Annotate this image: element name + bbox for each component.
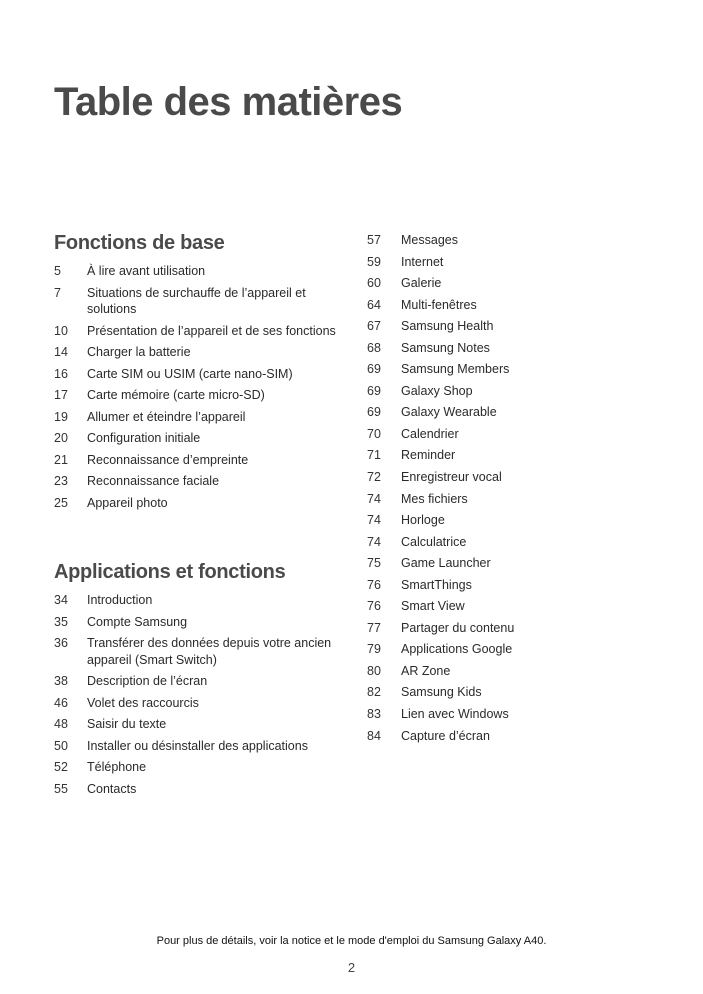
- toc-entry-label: Applications Google: [401, 642, 513, 657]
- toc-entry-label: Volet des raccourcis: [87, 695, 199, 710]
- toc-entry[interactable]: [54, 285, 344, 318]
- toc-page-number: 25: [54, 495, 68, 510]
- toc-page-number: 68: [367, 340, 381, 355]
- toc-entry-label: Galerie: [401, 276, 442, 291]
- toc-entry[interactable]: [54, 738, 344, 755]
- toc-entry-label: SmartThings: [401, 577, 472, 592]
- toc-entry[interactable]: [367, 254, 667, 271]
- toc-entry[interactable]: [367, 297, 667, 314]
- toc-entry-label: Appareil photo: [87, 495, 168, 510]
- toc-page-number: 64: [367, 297, 381, 312]
- toc-entry[interactable]: [54, 716, 344, 733]
- toc-page-number: 72: [367, 470, 381, 485]
- toc-entry[interactable]: [367, 534, 667, 551]
- toc-entry[interactable]: [54, 452, 344, 469]
- section-fonctions-de-base: [54, 232, 344, 516]
- toc-page-number: 50: [54, 738, 68, 753]
- toc-entry[interactable]: [367, 426, 667, 443]
- toc-page-number: 34: [54, 593, 68, 607]
- toc-page-number: 36: [54, 636, 68, 650]
- toc-page-number: 59: [367, 254, 381, 269]
- toc-page-number: 48: [54, 717, 68, 732]
- toc-entry[interactable]: [54, 430, 344, 447]
- toc-page-number: 52: [54, 760, 68, 775]
- toc-entry-label: Téléphone: [87, 760, 147, 775]
- toc-page-number: 71: [367, 448, 381, 463]
- toc-entry-label: Présentation de l’appareil et de ses fonctions: [87, 323, 336, 338]
- toc-entry[interactable]: [367, 340, 667, 357]
- toc-page-number: 19: [54, 409, 68, 424]
- toc-page-number: 57: [367, 233, 381, 247]
- toc-entry-label: Carte SIM ou USIM (carte nano-SIM): [87, 366, 293, 381]
- toc-entry[interactable]: [367, 491, 667, 508]
- toc-entry[interactable]: [367, 663, 667, 680]
- toc-page-number: 69: [367, 383, 381, 398]
- toc-entry-label: Lien avec Windows: [401, 707, 509, 722]
- toc-entry-label: Galaxy Wearable: [401, 405, 497, 420]
- toc-entry-label: Messages: [401, 233, 458, 247]
- toc-page-number: 69: [367, 405, 381, 420]
- toc-page-number: 10: [54, 323, 68, 338]
- toc-entry-label: Calculatrice: [401, 534, 467, 549]
- toc-entry-label: Introduction: [87, 593, 153, 607]
- toc-page-number: 74: [367, 491, 381, 506]
- toc-entry[interactable]: [367, 512, 667, 529]
- toc-entry-label: Samsung Health: [401, 319, 494, 334]
- toc-entry-label: Charger la batterie: [87, 345, 191, 360]
- toc-entry[interactable]: [367, 598, 667, 615]
- toc-entry-label: AR Zone: [401, 663, 451, 678]
- toc-entry-label: Multi-fenêtres: [401, 297, 477, 312]
- toc-list: [54, 592, 344, 797]
- toc-page-number: 60: [367, 276, 381, 291]
- toc-entry[interactable]: [367, 447, 667, 464]
- toc-right-column: [367, 232, 667, 749]
- toc-entry[interactable]: [367, 706, 667, 723]
- toc-entry[interactable]: [54, 495, 344, 512]
- toc-entry-label: Contacts: [87, 781, 137, 796]
- toc-entry-label: Samsung Members: [401, 362, 510, 377]
- toc-list: [367, 232, 667, 744]
- toc-entry-label: Calendrier: [401, 426, 459, 441]
- toc-page-number: 76: [367, 599, 381, 614]
- toc-entry[interactable]: [367, 383, 667, 400]
- toc-entry[interactable]: [367, 318, 667, 335]
- toc-entry[interactable]: [54, 323, 344, 340]
- toc-entry-label: Enregistreur vocal: [401, 470, 502, 485]
- toc-page-number: 67: [367, 319, 381, 334]
- toc-page-number: 82: [367, 685, 381, 700]
- toc-page-number: 80: [367, 663, 381, 678]
- toc-entry-label: Reconnaissance d’empreinte: [87, 452, 249, 467]
- toc-entry[interactable]: [367, 469, 667, 486]
- toc-entry-label: Smart View: [401, 599, 465, 614]
- toc-entry-label: Situations de surchauffe de l’appareil et solutions: [87, 285, 306, 317]
- page-number: 2: [347, 960, 356, 975]
- section-heading: Applications et fonctions: [54, 561, 286, 583]
- toc-page-number: 79: [367, 642, 381, 657]
- toc-page-number: 77: [367, 620, 381, 635]
- toc-entry[interactable]: [54, 695, 344, 712]
- toc-entry-label: Horloge: [401, 513, 445, 528]
- toc-page-number: 21: [54, 452, 68, 467]
- section-applications-et-fonctions: [54, 561, 344, 802]
- toc-entry[interactable]: [54, 473, 344, 490]
- toc-entry-label: Samsung Notes: [401, 340, 490, 355]
- toc-entry-label: Configuration initiale: [87, 431, 201, 446]
- toc-entry[interactable]: [367, 684, 667, 701]
- toc-page-number: 17: [54, 388, 68, 403]
- toc-entry-label: Transférer des données depuis votre ancien appareil (Smart Switch): [87, 636, 332, 667]
- toc-entry-label: Saisir du texte: [87, 717, 167, 732]
- toc-entry[interactable]: [367, 275, 667, 292]
- toc-entry-label: Allumer et éteindre l’appareil: [87, 409, 246, 424]
- toc-page-number: 5: [54, 264, 61, 278]
- toc-page-number: 35: [54, 614, 68, 629]
- toc-entry-label: Game Launcher: [401, 556, 491, 571]
- toc-page-number: 38: [54, 674, 68, 689]
- toc-entry-label: À lire avant utilisation: [87, 264, 206, 278]
- toc-page-number: 83: [367, 707, 381, 722]
- toc-entry-label: Partager du contenu: [401, 620, 515, 635]
- toc-entry-label: Mes fichiers: [401, 491, 468, 506]
- toc-page-number: 74: [367, 534, 381, 549]
- page-title: Table des matières: [54, 80, 403, 124]
- toc-page-number: 69: [367, 362, 381, 377]
- toc-entry[interactable]: [54, 759, 344, 776]
- toc-page-number: 75: [367, 556, 381, 571]
- toc-entry-label: Reminder: [401, 448, 456, 463]
- toc-entry-label: Installer ou désinstaller des applications: [87, 738, 308, 753]
- toc-entry[interactable]: [54, 673, 344, 690]
- toc-entry[interactable]: [367, 577, 667, 594]
- toc-page-number: 76: [367, 577, 381, 592]
- section-heading: Fonctions de base: [54, 232, 225, 254]
- toc-list: [54, 263, 344, 511]
- toc-page-number: 16: [54, 366, 68, 381]
- toc-entry-label: Carte mémoire (carte micro-SD): [87, 388, 265, 403]
- toc-entry-label: Reconnaissance faciale: [87, 474, 220, 489]
- toc-entry[interactable]: [54, 263, 344, 280]
- toc-entry-label: Compte Samsung: [87, 614, 188, 629]
- toc-page-number: 7: [54, 285, 61, 300]
- toc-entry-label: Galaxy Shop: [401, 383, 473, 398]
- toc-entry[interactable]: [54, 366, 344, 383]
- toc-page-number: 14: [54, 345, 68, 360]
- toc-page-number: 46: [54, 695, 68, 710]
- toc-page-number: 23: [54, 474, 68, 489]
- toc-entry[interactable]: [54, 387, 344, 404]
- toc-page-number: 74: [367, 513, 381, 528]
- toc-page-number: 84: [367, 728, 381, 743]
- toc-entry[interactable]: [367, 232, 667, 249]
- toc-entry[interactable]: [367, 555, 667, 572]
- footer-note: Pour plus de détails, voir la notice et le mode d'emploi du Samsung Galaxy A40.: [156, 935, 547, 947]
- toc-entry[interactable]: [54, 635, 344, 668]
- toc-page-number: 70: [367, 426, 381, 441]
- toc-entry-label: Description de l’écran: [87, 674, 208, 689]
- toc-entry[interactable]: [367, 404, 667, 421]
- toc-entry-label: Capture d’écran: [401, 728, 490, 743]
- toc-entry[interactable]: [54, 614, 344, 631]
- toc-entry-label: Samsung Kids: [401, 685, 482, 700]
- toc-page-number: 55: [54, 781, 68, 796]
- toc-page-number: 20: [54, 431, 68, 446]
- toc-entry[interactable]: [54, 409, 344, 426]
- toc-entry[interactable]: [54, 781, 344, 798]
- toc-entry-label: Internet: [401, 254, 444, 269]
- toc-entry[interactable]: [54, 344, 344, 361]
- toc-entry[interactable]: [54, 592, 344, 609]
- toc-entry[interactable]: [367, 728, 667, 745]
- toc-entry[interactable]: [367, 620, 667, 637]
- toc-entry[interactable]: [367, 361, 667, 378]
- toc-entry[interactable]: [367, 641, 667, 658]
